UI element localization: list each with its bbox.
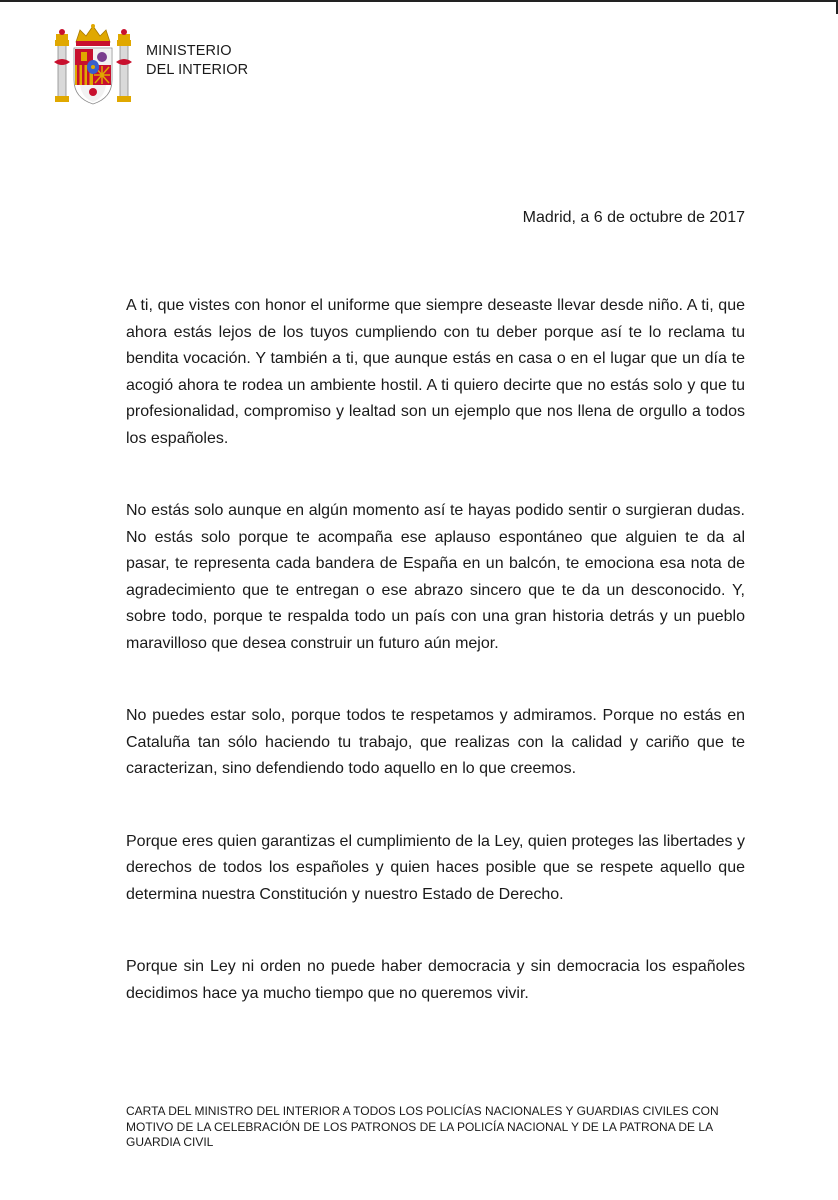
- footer-note: CARTA DEL MINISTRO DEL INTERIOR A TODOS LOS POLICÍAS NACIONALES Y GUARDIAS CIVILES CON MOTIVO DE LA CELEBRACIÓN DE LOS PATRONOS DE LA POLICÍA NACIONAL Y DE LA PATRONA DE LA GUARDIA CIVIL: [126, 1104, 719, 1149]
- paragraph-4: Porque eres quien garantizas el cumplimiento de la Ley, quien proteges las libertades y derechos de todos los españoles y quien haces posible que se respete aquello que determina nuestra Constitución y nuestro Estado de Derecho.: [126, 832, 745, 903]
- paragraph-3: No puedes estar solo, porque todos te respetamos y admiramos. Porque no estás en Cataluña tan sólo haciendo tu trabajo, que realizas con la calidad y cariño que te caracterizan, sino defendiendo todo aquello en lo que creemos.: [126, 707, 745, 777]
- ministry-name: [146, 42, 248, 80]
- letter-body: [126, 293, 745, 1007]
- paragraph-2: No estás solo aunque en algún momento así te hayas podido sentir o surgieran dudas. No estás solo porque te acompaña ese aplauso espontáneo que alguien te da al pasar, te representa cada bandera de España en un balcón, te emociona esa nota de agradecimiento que te entregan o ese abrazo sincero que te da un desconocido. Y, sobre todo, porque te respalda todo un país con una gran historia detrás y un pueblo maravilloso que desea construir un futuro aún mejor.: [126, 502, 745, 652]
- page-top-border: [0, 0, 838, 2]
- spanish-coat-of-arms-icon: [52, 22, 134, 108]
- paragraph-1: A ti, que vistes con honor el uniforme que siempre deseaste llevar desde niño. A ti, que ahora estás lejos de los tuyos cumpliendo con tu deber porque así te lo reclama tu bendita vocación. Y también a ti, que aunque estás en casa o en el lugar que un día te acogió ahora te rodea un ambiente hostil. A ti quiero decirte que no estás solo y que tu profesionalidad, compromiso y lealtad son un ejemplo que nos llena de orgullo a todos los españoles.: [126, 297, 745, 447]
- letterhead: [52, 22, 248, 108]
- letter-date: Madrid, a 6 de octubre de 2017: [522, 209, 745, 226]
- paragraph-5: Porque sin Ley ni orden no puede haber democracia y sin democracia los españoles decidimos hace ya mucho tiempo que no queremos vivir.: [126, 958, 745, 1002]
- ministry-line-2: DEL INTERIOR: [146, 62, 249, 78]
- ministry-line-1: MINISTERIO: [146, 43, 232, 59]
